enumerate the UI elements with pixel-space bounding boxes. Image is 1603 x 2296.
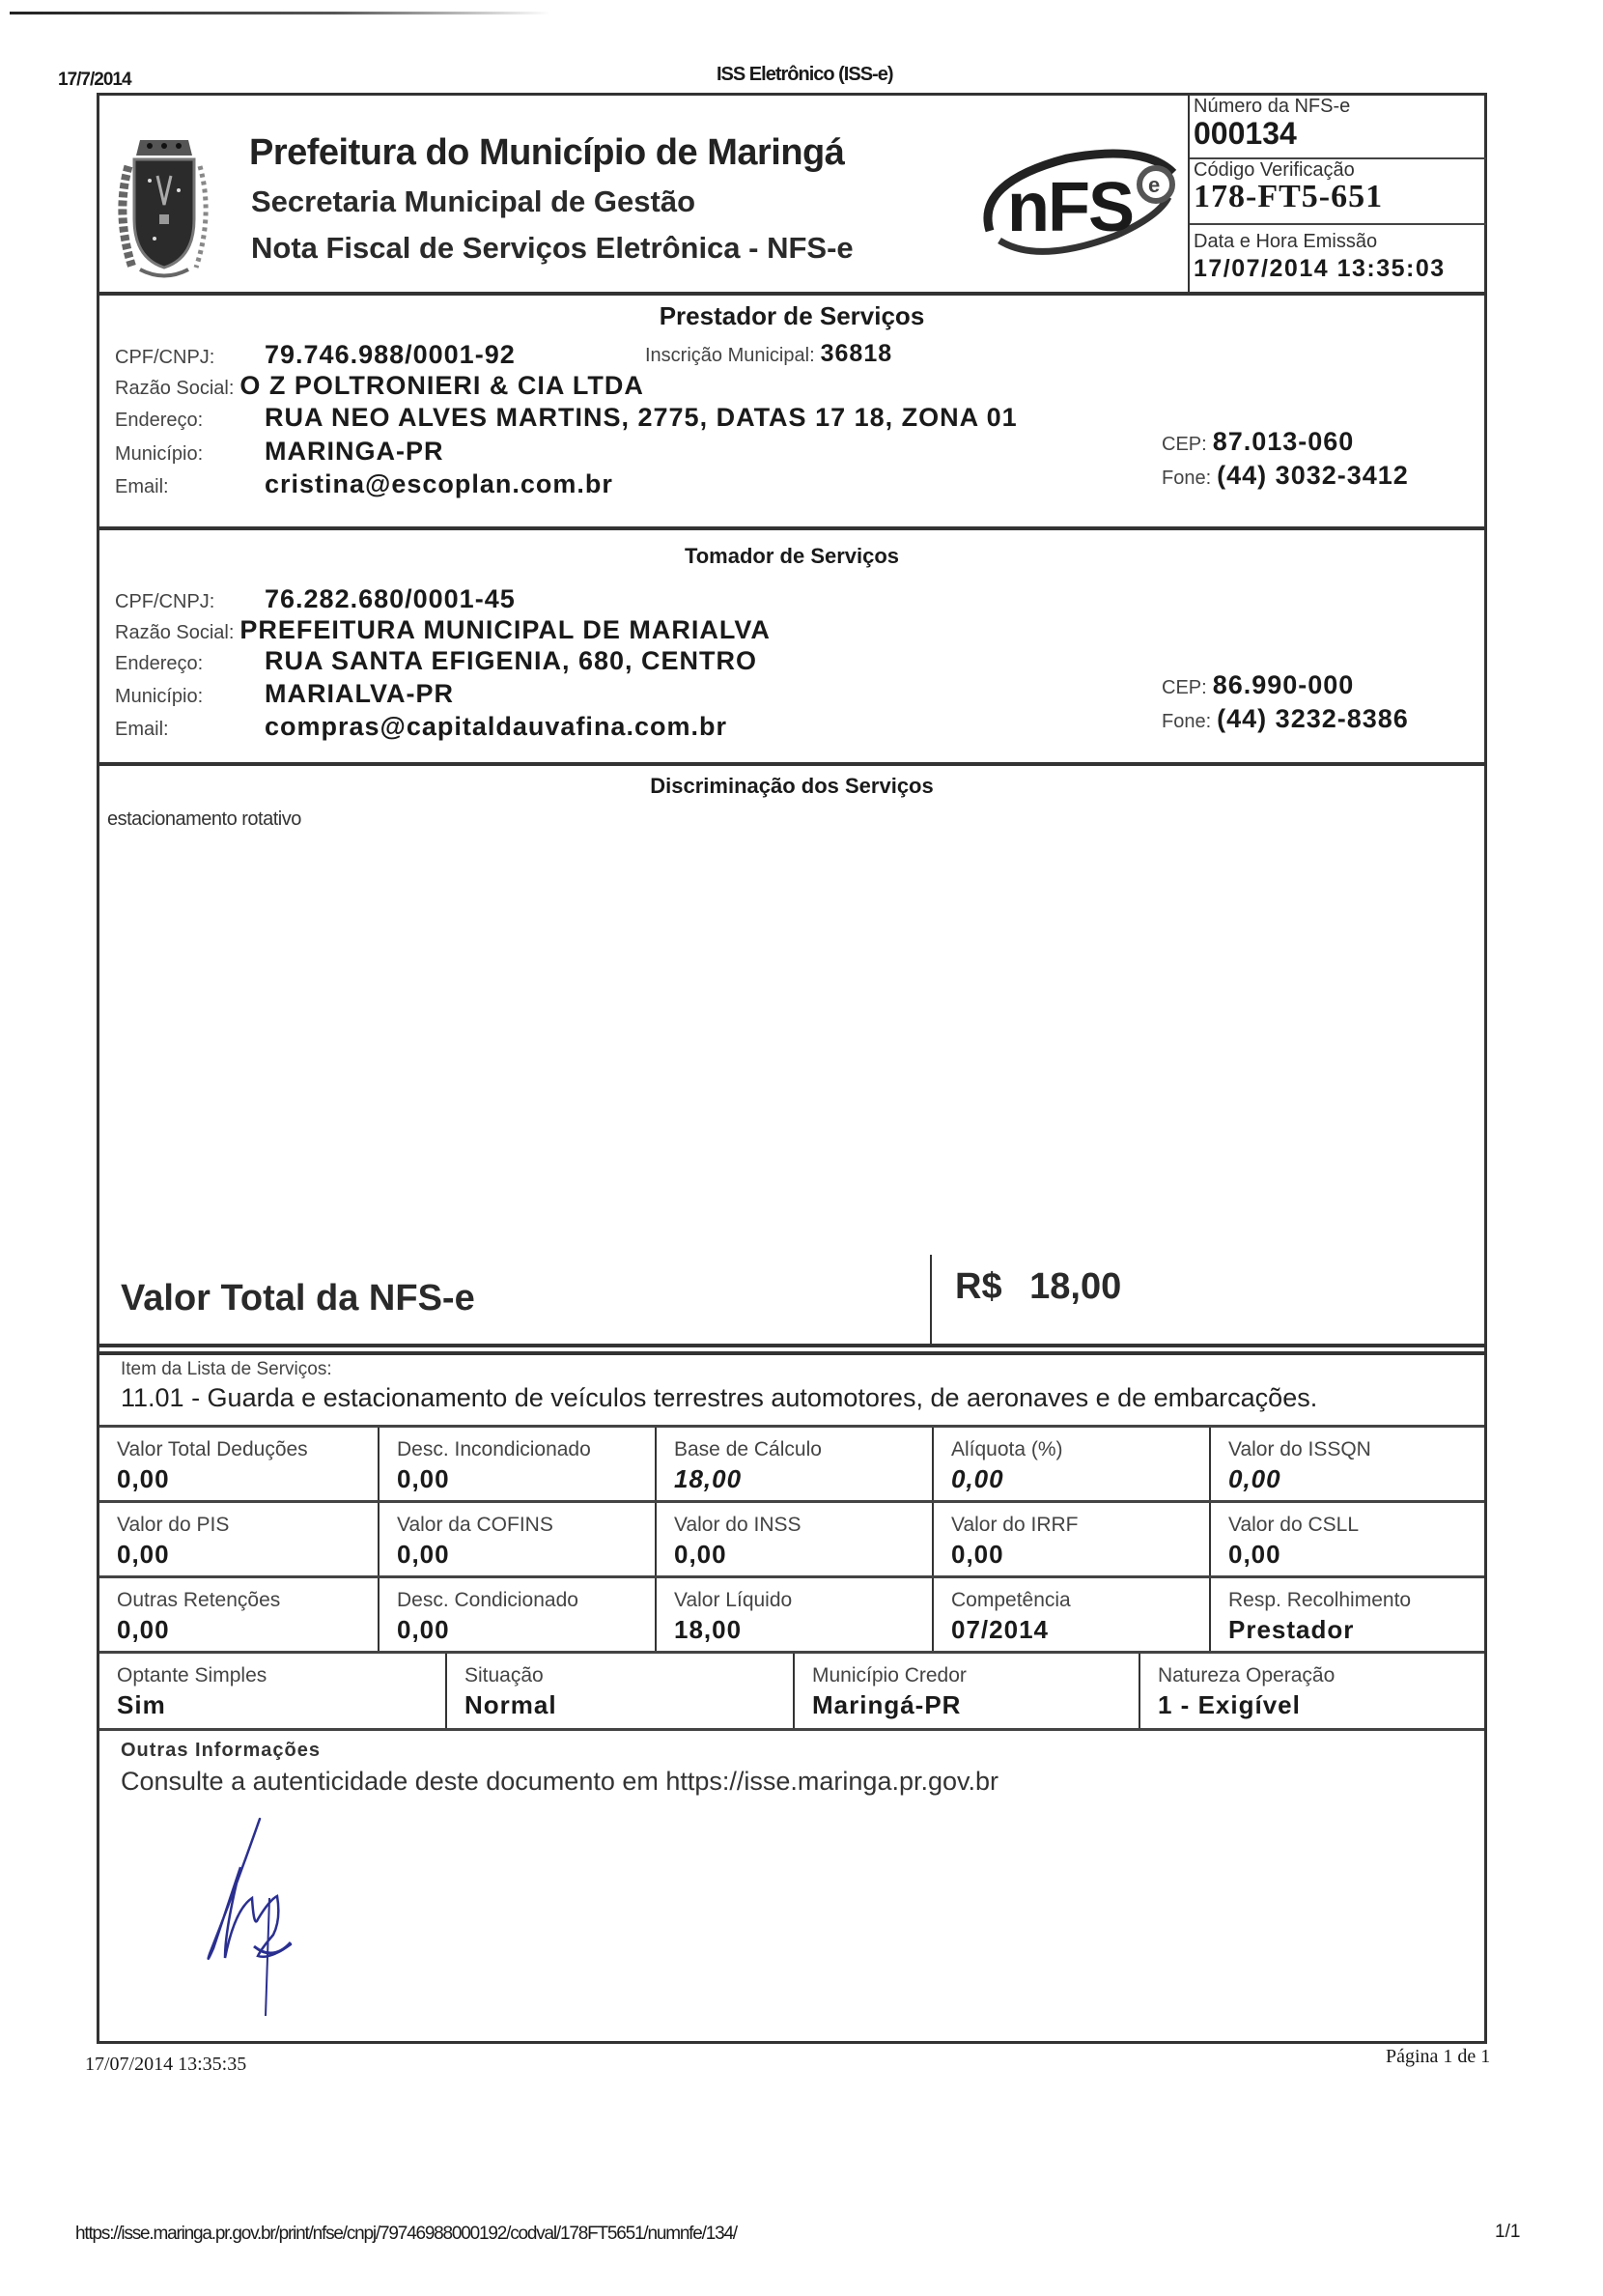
grid-cell-label: Município Credor [812,1664,967,1687]
taker-address-label: Endereço: [115,653,204,674]
service-taker-title: Tomador de Serviços [684,544,900,568]
taker-email: compras@capitaldauvafina.com.br [265,712,727,741]
taker-cep-label: CEP: [1162,677,1207,698]
provider-cnpj-row [115,340,516,370]
provider-cep: 87.013-060 [1212,427,1355,456]
grid-cell [1140,1654,1484,1728]
grid-cell-label: Valor do CSLL [1228,1514,1360,1536]
grid-cell-label: Resp. Recolhimento [1228,1589,1412,1611]
document-type-title: Nota Fiscal de Serviços Eletrônica - NFS-e [251,231,854,265]
nfse-number: 000134 [1194,116,1297,151]
taker-cep: 86.990-000 [1212,670,1355,699]
nfse-logo-icon [980,144,1183,260]
grid-cell [934,1503,1211,1575]
grid-cell [657,1578,934,1651]
services-description-title: Discriminação dos Serviços [650,774,934,798]
nfse-number-label: Número da NFS-e [1194,96,1351,117]
provider-phone-label: Fone: [1162,468,1212,489]
grid-cell-label: Valor do IRRF [951,1514,1079,1536]
grid-cell-label: Competência [951,1589,1071,1611]
provider-email: cristina@escoplan.com.br [265,469,613,498]
taker-name-row [115,615,771,645]
service-list-item-value: 11.01 - Guarda e estacionamento de veículos terrestres automotores, de aeronaves e de embarcações. [121,1383,1318,1412]
values-grid-row-2 [99,1503,1484,1578]
provider-name: O Z POLTRONIERI & CIA LTDA [239,371,644,400]
taker-city-row [115,679,454,709]
provider-name-label: Razão Social: [115,378,235,399]
provider-cnpj: 79.746.988/0001-92 [265,340,516,369]
grid-cell [934,1578,1211,1651]
print-page-title: ISS Eletrônico (ISS-e) [717,64,893,85]
secretariat-subtitle: Secretaria Municipal de Gestão [251,184,696,218]
grid-cell [380,1578,657,1651]
svg-text:e: e [1148,173,1161,197]
grid-cell-value: 0,00 [674,1540,727,1569]
issue-datetime-cell [1190,225,1486,292]
nfse-meta-column [1188,96,1486,292]
total-value-section [99,1255,1484,1347]
authenticity-notice: Consulte a autenticidade deste documento em https://isse.maringa.pr.gov.br [121,1767,999,1796]
grid-cell-value: 1 - Exigível [1158,1690,1301,1719]
grid-cell-value: 0,00 [117,1540,170,1569]
taker-city: MARIALVA-PR [265,679,454,708]
values-grid-row-4 [99,1654,1484,1731]
provider-city-label: Município: [115,443,204,465]
grid-cell-label: Desc. Incondicionado [397,1438,591,1460]
grid-cell [99,1503,380,1575]
scan-artifact-line [10,12,550,14]
taker-address-row [115,646,757,676]
provider-phone-row [1162,461,1409,491]
nfse-document [97,93,1487,2044]
provider-cnpj-label: CPF/CNPJ: [115,347,215,368]
grid-cell-label: Valor Líquido [674,1589,793,1611]
service-provider-section [99,292,1484,530]
grid-cell-label: Natureza Operação [1158,1664,1336,1687]
grid-cell-value: 0,00 [397,1615,450,1644]
provider-address: RUA NEO ALVES MARTINS, 2775, DATAS 17 18, ZONA 01 [265,403,1018,432]
grid-cell-label: Valor do INSS [674,1514,802,1536]
grid-cell-label: Alíquota (%) [951,1438,1063,1460]
grid-cell [447,1654,795,1728]
grid-cell [795,1654,1140,1728]
provider-registration-row [645,340,892,368]
grid-cell-value: 0,00 [397,1540,450,1569]
taker-cnpj-label: CPF/CNPJ: [115,591,215,612]
page-indicator: Página 1 de 1 [1386,2046,1491,2067]
grid-cell-label: Desc. Condicionado [397,1589,578,1611]
grid-cell [99,1428,380,1500]
provider-cep-label: CEP: [1162,434,1207,455]
grid-cell-value: 18,00 [674,1615,743,1644]
grid-cell [657,1428,934,1500]
municipal-crest-icon [111,123,217,282]
grid-cell-value: 0,00 [951,1464,1004,1493]
grid-cell-value: 0,00 [117,1464,170,1493]
grid-cell-value: 0,00 [397,1464,450,1493]
service-list-item-label: Item da Lista de Serviços: [121,1359,332,1379]
provider-registration: 36818 [820,340,893,367]
provider-name-row [115,371,644,401]
taker-cnpj-row [115,584,516,614]
taker-email-row [115,712,727,742]
grid-cell-value: 18,00 [674,1464,743,1493]
grid-cell-label: Valor da COFINS [397,1514,553,1536]
grid-cell-label: Situação [464,1664,544,1687]
verification-code-label: Código Verificação [1194,159,1355,181]
grid-cell [99,1654,447,1728]
grid-cell [1211,1578,1484,1651]
provider-email-row [115,469,613,499]
grid-cell-value: Maringá-PR [812,1690,962,1719]
grid-cell-label: Valor do ISSQN [1228,1438,1371,1460]
provider-address-label: Endereço: [115,410,204,431]
service-taker-section [99,530,1484,766]
grid-cell-value: 07/2014 [951,1615,1049,1644]
service-provider-title: Prestador de Serviços [659,301,925,330]
service-list-item-section [99,1347,1484,1428]
other-information-title: Outras Informações [121,1740,321,1761]
grid-cell [99,1578,380,1651]
grid-cell [380,1428,657,1500]
taker-name: PREFEITURA MUNICIPAL DE MARIALVA [239,615,771,644]
taker-phone-label: Fone: [1162,711,1212,732]
grid-cell-value: 0,00 [951,1540,1004,1569]
grid-cell [657,1503,934,1575]
provider-phone: (44) 3032-3412 [1217,461,1409,490]
handwritten-signature-icon [177,1813,389,2026]
grid-cell-label: Base de Cálculo [674,1438,822,1460]
total-divider [930,1255,932,1344]
print-page-count: 1/1 [1495,2222,1521,2242]
nfse-number-cell [1190,96,1486,159]
values-grid-row-1 [99,1428,1484,1503]
print-date: 17/7/2014 [58,70,131,90]
taker-phone-row [1162,704,1409,734]
grid-cell-value: Normal [464,1690,557,1719]
provider-address-row [115,403,1018,433]
verification-code-cell [1190,159,1486,225]
grid-cell [380,1503,657,1575]
issue-datetime: 17/07/2014 13:35:03 [1194,255,1446,282]
taker-cnpj: 76.282.680/0001-45 [265,584,516,613]
provider-cep-row [1162,427,1354,457]
taker-email-label: Email: [115,719,169,740]
grid-cell-value: 0,00 [1228,1464,1281,1493]
provider-city: MARINGA-PR [265,437,444,466]
taker-city-label: Município: [115,686,204,707]
taker-address: RUA SANTA EFIGENIA, 680, CENTRO [265,646,758,675]
grid-cell-value: Sim [117,1690,166,1719]
grid-cell-value: Prestador [1228,1615,1355,1644]
generated-timestamp: 17/07/2014 13:35:35 [85,2054,247,2075]
grid-cell-label: Valor do PIS [117,1514,230,1536]
provider-registration-label: Inscrição Municipal: [645,345,815,366]
other-information-section [99,1732,1484,2043]
provider-city-row [115,437,444,467]
taker-name-label: Razão Social: [115,622,235,643]
print-url: https://isse.maringa.pr.gov.br/print/nfse/cnpj/79746988000192/codval/178FT5651/numnfe/134/ [75,2224,737,2244]
grid-cell-label: Valor Total Deduções [117,1438,308,1460]
grid-cell [1211,1428,1484,1500]
svg-text:nFS: nFS [1007,169,1133,246]
municipality-title: Prefeitura do Município de Maringá [249,132,845,173]
values-grid-row-3 [99,1578,1484,1654]
verification-code: 178-FT5-651 [1194,179,1384,214]
grid-cell-label: Optante Simples [117,1664,267,1687]
grid-cell-value: 0,00 [117,1615,170,1644]
grid-cell-label: Outras Retenções [117,1589,281,1611]
grid-cell [934,1428,1211,1500]
taker-phone: (44) 3232-8386 [1217,704,1409,733]
grid-cell [1211,1503,1484,1575]
total-value-label: Valor Total da NFS-e [121,1278,475,1318]
grid-cell-value: 0,00 [1228,1540,1281,1569]
document-header [99,96,1484,296]
total-value: R$ 18,00 [955,1266,1122,1307]
issue-datetime-label: Data e Hora Emissão [1194,231,1378,252]
services-description-text: estacionamento rotativo [107,808,301,830]
taker-cep-row [1162,670,1354,700]
provider-email-label: Email: [115,476,169,497]
